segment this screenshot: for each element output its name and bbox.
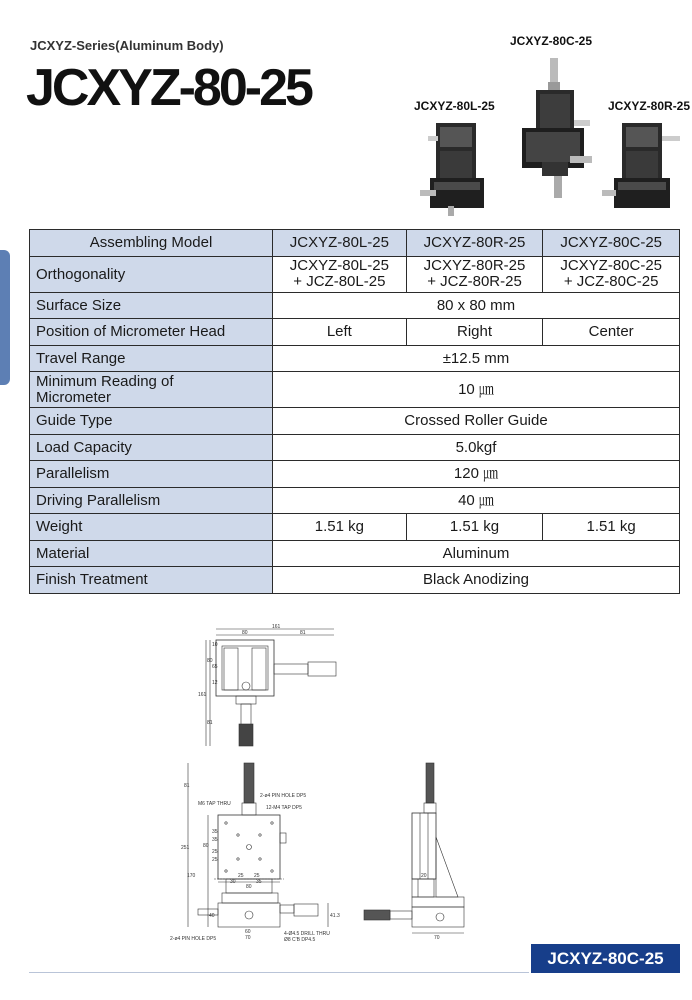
dim-label: 81 xyxy=(300,630,306,636)
table-cell: 1.51 kg xyxy=(273,514,407,541)
dim-label: 65 xyxy=(212,664,218,670)
table-cell: Left xyxy=(273,319,407,346)
dim-label: 41.3 xyxy=(330,913,340,919)
row-label: Travel Range xyxy=(30,345,273,372)
table-cell: Black Anodizing xyxy=(273,567,680,594)
photo-label-left: JCXYZ-80L-25 xyxy=(414,99,495,113)
dim-label: 80 xyxy=(207,658,213,664)
dim-label: 80 xyxy=(246,884,252,890)
footer-divider xyxy=(29,972,529,973)
drawing-note: 2-ø4 PIN HOLE DP5 xyxy=(170,936,217,942)
row-label xyxy=(30,372,273,408)
dim-label: 161 xyxy=(198,692,207,698)
table-row xyxy=(30,487,680,514)
row-label: Guide Type xyxy=(30,408,273,435)
header-col-l: JCXYZ-80L-25 xyxy=(273,230,407,257)
side-view-drawing xyxy=(360,757,475,947)
table-row xyxy=(30,434,680,461)
table-row xyxy=(30,514,680,541)
dim-label: 20 xyxy=(421,873,427,879)
table-row xyxy=(30,319,680,346)
cell-line: + JCZ-80R-25 xyxy=(427,273,522,290)
table-cell: 40 ㎛ xyxy=(273,487,680,514)
dim-label: 35 xyxy=(212,837,218,843)
table-cell: 80 x 80 mm xyxy=(273,292,680,319)
dim-label: 25 xyxy=(238,873,244,879)
row-label: Position of Micrometer Head xyxy=(30,319,273,346)
table-cell: 1.51 kg xyxy=(543,514,680,541)
table-row xyxy=(30,345,680,372)
product-photo-left xyxy=(418,118,498,218)
table-cell: Crossed Roller Guide xyxy=(273,408,680,435)
photo-label-right: JCXYZ-80R-25 xyxy=(608,99,691,113)
product-photo-right xyxy=(600,118,692,218)
header-col-r: JCXYZ-80R-25 xyxy=(406,230,543,257)
row-label: Orthogonality xyxy=(30,256,273,292)
table-row xyxy=(30,372,680,408)
drawing-note: 4-Ø4.5 DRILL THRU xyxy=(284,931,330,937)
series-title: JCXYZ-Series(Aluminum Body) xyxy=(30,38,224,53)
row-label: Parallelism xyxy=(30,461,273,488)
header-assembling-model: Assembling Model xyxy=(30,230,273,257)
cell-line: JCXYZ-80L-25 xyxy=(289,257,389,274)
spec-table xyxy=(29,229,680,594)
row-label: Weight xyxy=(30,514,273,541)
drawing-note: Ø8 C'B DP4.5 xyxy=(284,937,316,943)
section-tab xyxy=(0,250,10,385)
model-title: JCXYZ-80-25 xyxy=(26,59,311,117)
dim-label: 35 xyxy=(212,829,218,835)
table-cell: 5.0kgf xyxy=(273,434,680,461)
dim-label: 80 xyxy=(203,843,209,849)
dim-label: 60 xyxy=(245,929,251,935)
table-cell: ±12.5 mm xyxy=(273,345,680,372)
table-cell: 10 ㎛ xyxy=(273,372,680,408)
row-label: Material xyxy=(30,540,273,567)
cell-line: + JCZ-80L-25 xyxy=(293,273,386,290)
dim-label: 81 xyxy=(184,783,190,789)
row-label: Load Capacity xyxy=(30,434,273,461)
drawing-note: 2-ø4 PIN HOLE DP5 xyxy=(260,793,307,799)
dim-label: 35 xyxy=(256,879,262,885)
row-label: Finish Treatment xyxy=(30,567,273,594)
table-row xyxy=(30,540,680,567)
cell-line: JCXYZ-80C-25 xyxy=(560,257,663,274)
cell-line: JCXYZ-80R-25 xyxy=(423,257,526,274)
dim-label: 161 xyxy=(272,624,281,630)
dim-label: 70 xyxy=(245,935,251,941)
front-view-drawing xyxy=(168,757,343,947)
row-label: Surface Size xyxy=(30,292,273,319)
dim-label: 25 xyxy=(254,873,260,879)
header-col-c: JCXYZ-80C-25 xyxy=(543,230,680,257)
label-line: Minimum Reading of xyxy=(36,372,174,390)
table-row xyxy=(30,292,680,319)
dim-label: 25 xyxy=(212,857,218,863)
dim-label: 170 xyxy=(187,873,196,879)
table-row xyxy=(30,256,680,292)
table-cell xyxy=(406,256,543,292)
table-cell: 1.51 kg xyxy=(406,514,543,541)
cell-line: + JCZ-80C-25 xyxy=(563,273,659,290)
photo-label-center: JCXYZ-80C-25 xyxy=(510,34,593,48)
table-row xyxy=(30,408,680,435)
product-photo-center xyxy=(514,58,602,200)
table-row xyxy=(30,461,680,488)
row-label: Driving Parallelism xyxy=(30,487,273,514)
table-cell: 120 ㎛ xyxy=(273,461,680,488)
label-line: Micrometer xyxy=(36,388,112,406)
drawing-note: 12-M4 TAP DP5 xyxy=(266,805,302,811)
dim-label: 70 xyxy=(434,935,440,941)
dim-label: 25 xyxy=(212,849,218,855)
dim-label: 10 xyxy=(212,642,218,648)
dim-label: 80 xyxy=(242,630,248,636)
dim-label: 251 xyxy=(181,845,190,851)
dim-label: 30 xyxy=(230,879,236,885)
table-cell xyxy=(543,256,680,292)
table-cell xyxy=(273,256,407,292)
dim-label: 12 xyxy=(212,680,218,686)
dim-label: 81 xyxy=(207,720,213,726)
table-cell: Right xyxy=(406,319,543,346)
table-cell: Aluminum xyxy=(273,540,680,567)
dim-label: 40 xyxy=(209,913,215,919)
table-cell: Center xyxy=(543,319,680,346)
drawing-note: M6 TAP THRU xyxy=(198,801,231,807)
footer-model-badge: JCXYZ-80C-25 xyxy=(531,944,680,973)
top-view-drawing xyxy=(194,624,344,754)
table-row xyxy=(30,567,680,594)
table-header-row xyxy=(30,230,680,257)
